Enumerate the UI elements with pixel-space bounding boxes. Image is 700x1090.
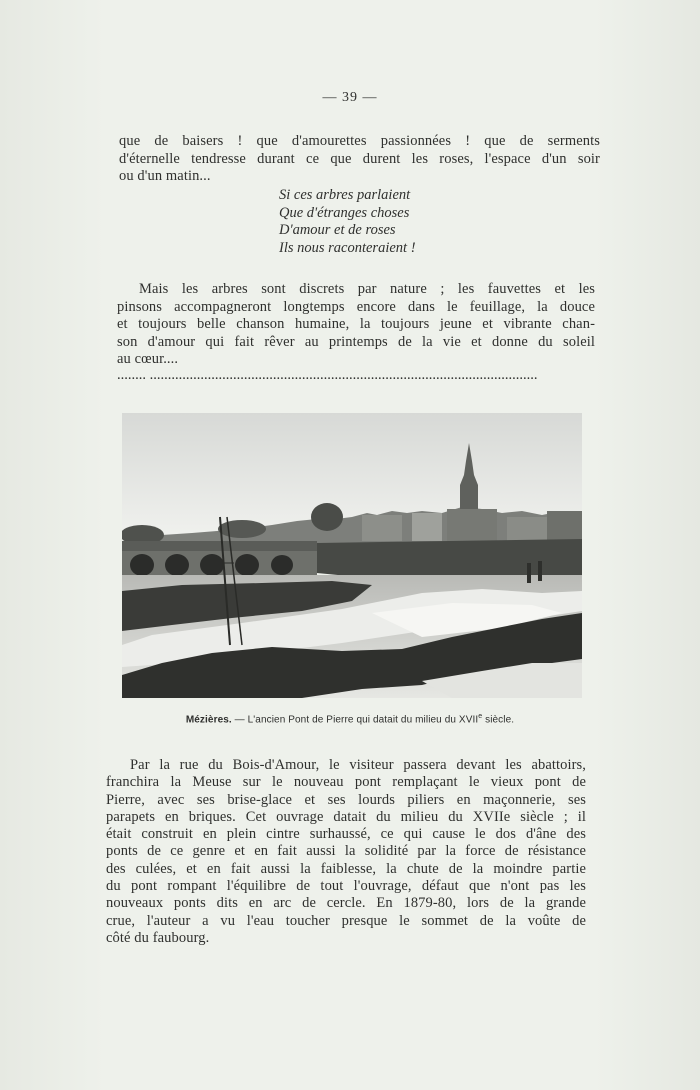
poem-stanza: [279, 187, 416, 257]
text-line: parapets en briques. Cet ouvrage datait du milieu du XVIIe siècle ; il: [106, 808, 586, 825]
text-line: côté du faubourg.: [106, 929, 210, 946]
text-line: d'éternelle tendresse durant ce que durent les roses, l'espace d'un soir: [119, 150, 600, 167]
caption-superscript: e: [478, 713, 483, 720]
text-line: des culées, et en fait aussi la faiblesse, la chute de la moindre partie: [106, 860, 586, 877]
caption-place: Mézières.: [185, 714, 232, 726]
photo-pont-de-pierre: [122, 413, 582, 698]
text-line: franchira la Meuse sur le nouveau pont remplaçant le vieux pont de: [106, 774, 586, 791]
text-line: son d'amour qui fait rêver au printemps de la vie et donne du soleil: [117, 333, 595, 350]
paragraph-trees: [117, 281, 595, 369]
ellipsis-line: ........ ...........................................................................................................: [117, 367, 538, 383]
text-line: ponts de ce genre et en fait aussi la solidité par la force de résistance: [106, 843, 586, 860]
caption-text: — L'ancien Pont de Pierre qui datait du milieu du XVII: [231, 714, 479, 726]
text-line: crue, l'auteur a vu l'eau toucher presque le sommet de la voûte de: [106, 912, 586, 929]
text-line: était construit en plein cintre surhaussé, ce qui cause le dos d'âne des: [106, 826, 586, 843]
paragraph-opening: [119, 133, 600, 186]
text-line: et toujours belle chanson humaine, la toujours jeune et vibrante chan-: [117, 316, 595, 332]
poem-line: Si ces arbres parlaient: [279, 187, 411, 203]
photo-caption: [0, 713, 700, 725]
text-line: au cœur....: [117, 351, 179, 367]
poem-line: Que d'étranges choses: [279, 204, 410, 221]
poem-line: Ils nous raconteraient !: [279, 239, 416, 256]
text-line: Par la rue du Bois-d'Amour, le visiteur passera devant les abattoirs,: [130, 757, 586, 773]
text-line: du pont rompant l'équilibre de tout l'ouvrage, défaut que n'ont pas les: [106, 878, 586, 895]
text-line: nouveaux ponts dits en arc de cercle. En 1879-80, lors de la grande: [106, 895, 586, 912]
text-line: que de baisers ! que d'amourettes passionnées ! que de serments: [119, 133, 600, 149]
paragraph-bridge: [106, 757, 586, 947]
page-number: — 39 —: [322, 90, 378, 105]
text-line: pinsons accompagneront longtemps encore dans le feuillage, la douce: [117, 298, 595, 315]
poem-line: D'amour et de roses: [279, 222, 396, 238]
text-line: Pierre, avec ses brise-glace et ses lourds piliers en maçonnerie, ses: [106, 791, 586, 808]
text-line: ou d'un matin...: [119, 168, 211, 184]
text-line: Mais les arbres sont discrets par nature ; les fauvettes et les: [139, 281, 595, 297]
caption-end: siècle.: [482, 714, 515, 726]
